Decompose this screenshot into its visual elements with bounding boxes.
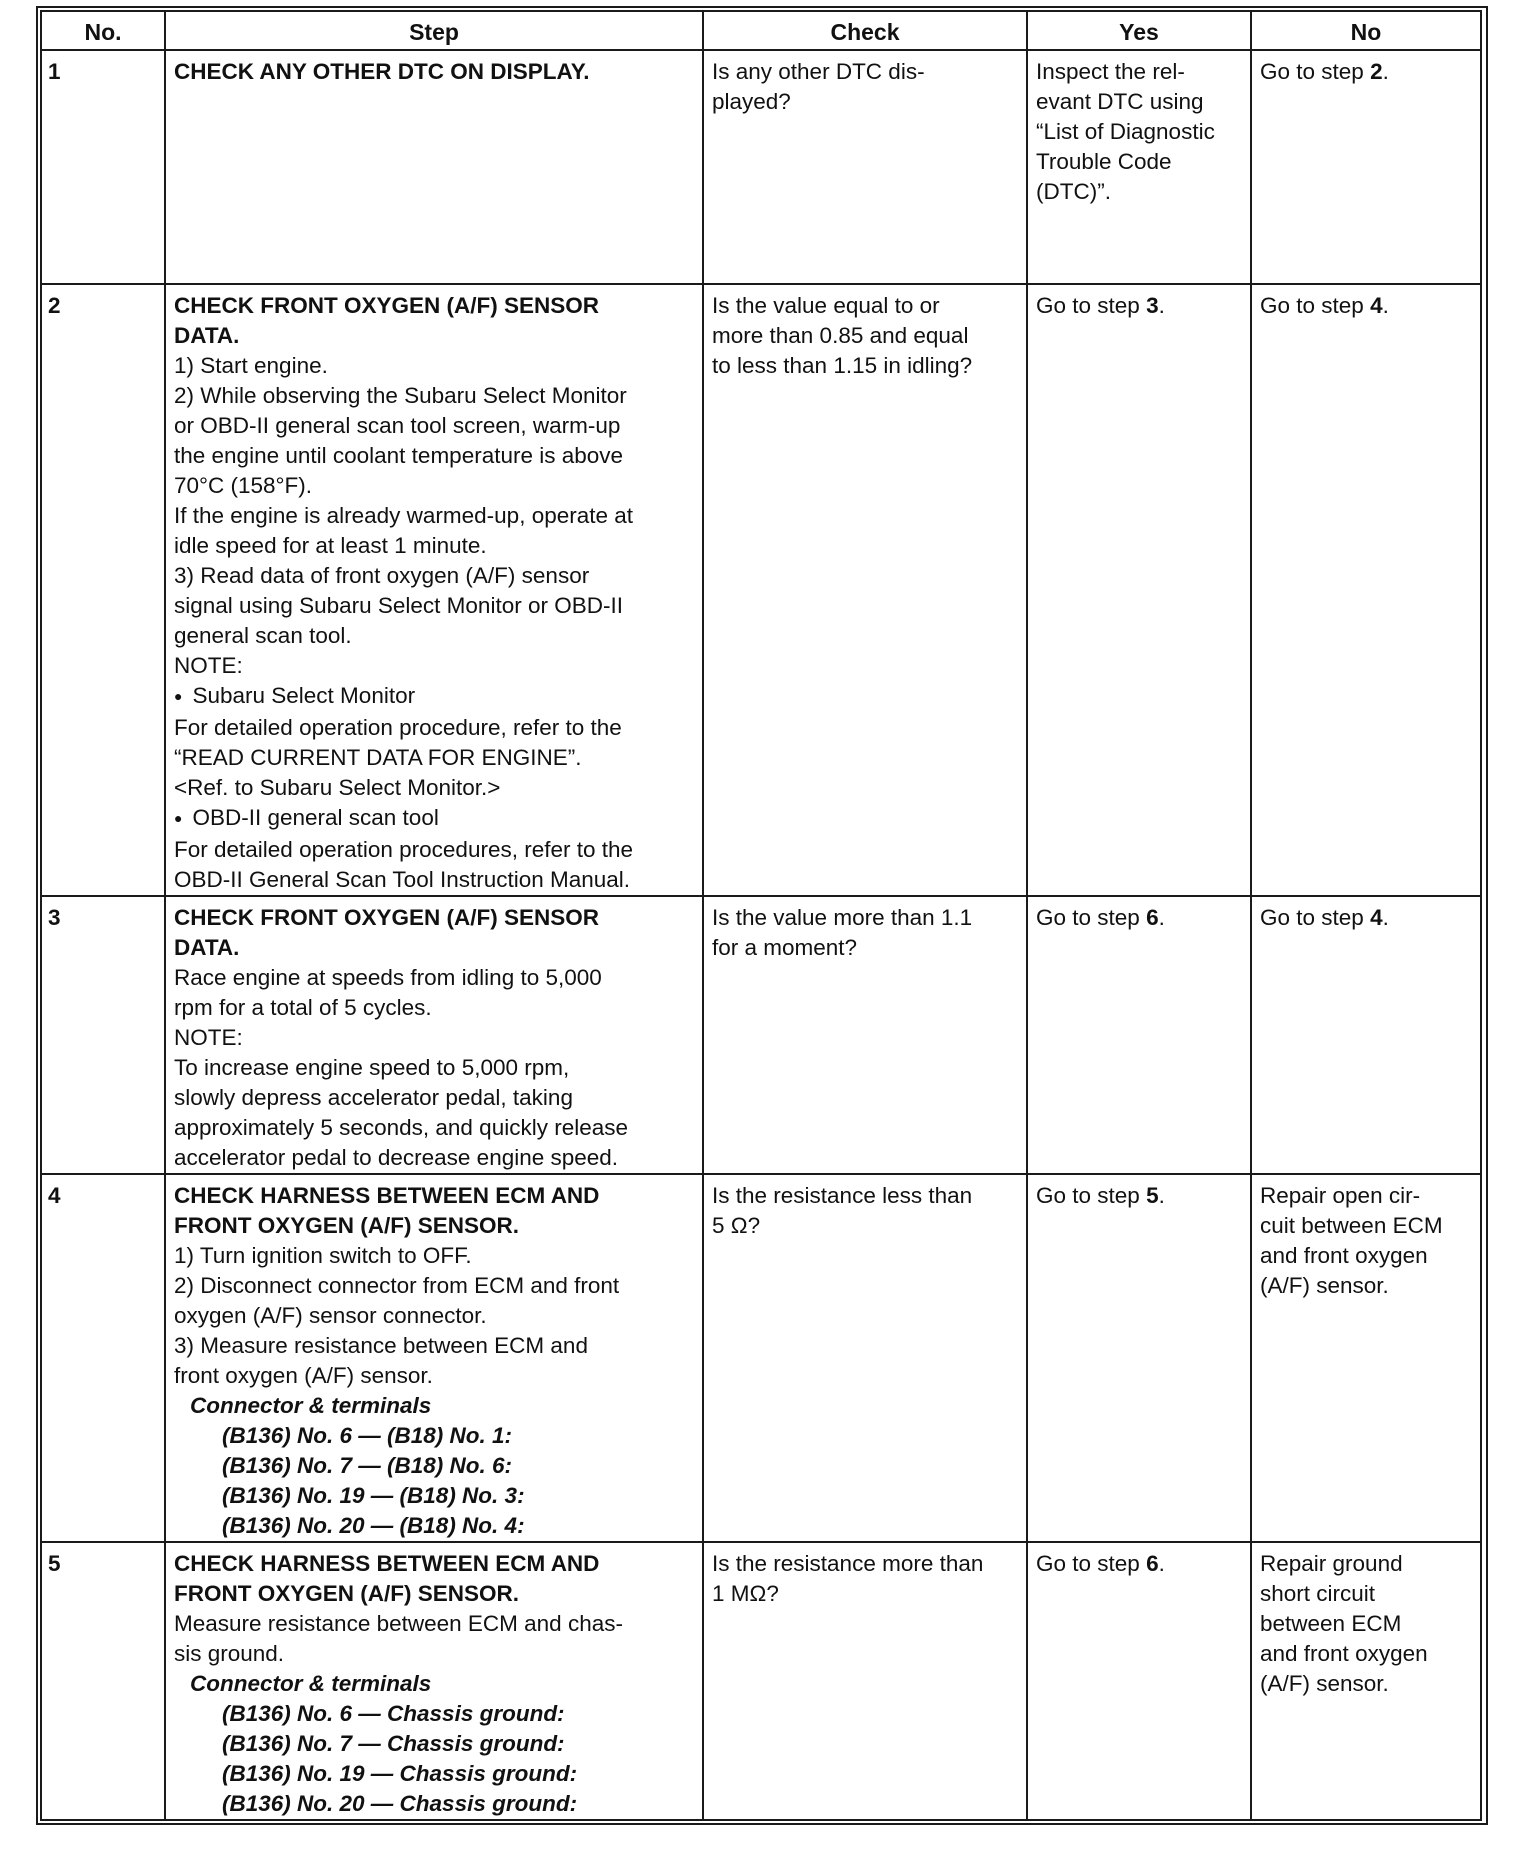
header-yes: Yes	[1027, 11, 1251, 50]
step-text-line: For detailed operation procedure, refer to the	[174, 715, 622, 740]
goto-prefix: Go to step	[1036, 1183, 1147, 1208]
connector-line: Connector & terminals	[190, 1671, 432, 1696]
header-step: Step	[165, 11, 703, 50]
goto-suffix: .	[1158, 293, 1165, 318]
step-heading-line: CHECK HARNESS BETWEEN ECM AND	[174, 1183, 600, 1208]
table-row	[41, 284, 1481, 896]
cell-check	[703, 1174, 1027, 1542]
cell-yes	[1027, 284, 1251, 896]
goto-suffix: .	[1382, 905, 1389, 930]
cell-line: cuit between ECM	[1260, 1213, 1443, 1238]
goto-suffix: .	[1158, 905, 1165, 930]
cell-check	[703, 1542, 1027, 1820]
cell-line: Is any other DTC dis-	[712, 59, 925, 84]
connector-line: (B136) No. 20 — Chassis ground:	[222, 1791, 578, 1816]
goto-suffix: .	[1382, 59, 1389, 84]
cell-no	[1251, 284, 1481, 896]
cell-yes	[1027, 1542, 1251, 1820]
step-heading-line: DATA.	[174, 935, 240, 960]
goto-step-line	[1036, 903, 1242, 933]
cell-line: more than 0.85 and equal	[712, 323, 969, 348]
step-text-line: or OBD-II general scan tool screen, warm-up	[174, 413, 621, 438]
step-text-line: rpm for a total of 5 cycles.	[174, 995, 432, 1020]
step-text-line: sis ground.	[174, 1641, 285, 1666]
step-heading-line: CHECK HARNESS BETWEEN ECM AND	[174, 1551, 600, 1576]
goto-prefix: Go to step	[1036, 1551, 1147, 1576]
table-row	[41, 50, 1481, 284]
goto-suffix: .	[1158, 1551, 1165, 1576]
cell-line: between ECM	[1260, 1611, 1402, 1636]
cell-line: Inspect the rel-	[1036, 59, 1185, 84]
connector-line: (B136) No. 6 — (B18) No. 1:	[222, 1423, 513, 1448]
step-text-line: accelerator pedal to decrease engine speed.	[174, 1145, 619, 1170]
goto-suffix: .	[1382, 293, 1389, 318]
cell-line: and front oxygen	[1260, 1243, 1428, 1268]
cell-no	[1251, 1542, 1481, 1820]
step-text-line: 3) Measure resistance between ECM and	[174, 1333, 588, 1358]
goto-step-line	[1260, 903, 1472, 933]
step-text-line: oxygen (A/F) sensor connector.	[174, 1303, 487, 1328]
cell-no	[1251, 1174, 1481, 1542]
goto-step-number: 2	[1370, 59, 1383, 84]
step-text-line: 70°C (158°F).	[174, 473, 313, 498]
goto-step-number: 3	[1146, 293, 1159, 318]
cell-line: short circuit	[1260, 1581, 1376, 1606]
cell-line: to less than 1.15 in idling?	[712, 353, 973, 378]
cell-check	[703, 896, 1027, 1174]
goto-step-line	[1260, 57, 1472, 87]
connector-line: (B136) No. 20 — (B18) No. 4:	[222, 1513, 525, 1538]
step-heading-line: CHECK ANY OTHER DTC ON DISPLAY.	[174, 59, 590, 84]
header-no-result: No	[1251, 11, 1481, 50]
step-text-line: If the engine is already warmed-up, operate at	[174, 503, 634, 528]
step-heading-line: CHECK FRONT OXYGEN (A/F) SENSOR	[174, 905, 600, 930]
connector-line: (B136) No. 19 — Chassis ground:	[222, 1761, 578, 1786]
goto-prefix: Go to step	[1260, 293, 1371, 318]
cell-line: for a moment?	[712, 935, 858, 960]
step-text-line: 1) Start engine.	[174, 353, 328, 378]
goto-step-number: 6	[1146, 905, 1159, 930]
step-text-line: approximately 5 seconds, and quickly release	[174, 1115, 628, 1140]
goto-prefix: Go to step	[1036, 293, 1147, 318]
cell-line: Repair open cir-	[1260, 1183, 1421, 1208]
cell-line: Is the resistance less than	[712, 1183, 973, 1208]
cell-line: Repair ground	[1260, 1551, 1403, 1576]
step-text-line: the engine until coolant temperature is above	[174, 443, 624, 468]
step-text-line: front oxygen (A/F) sensor.	[174, 1363, 433, 1388]
cell-yes	[1027, 50, 1251, 284]
cell-line: (A/F) sensor.	[1260, 1273, 1389, 1298]
cell-step	[165, 1542, 703, 1820]
goto-step-number: 4	[1370, 293, 1383, 318]
table-row	[41, 1542, 1481, 1820]
cell-step	[165, 896, 703, 1174]
step-text-line: signal using Subaru Select Monitor or OBD-II	[174, 593, 623, 618]
cell-line: “List of Diagnostic	[1036, 119, 1215, 144]
cell-yes	[1027, 1174, 1251, 1542]
cell-line: Is the value equal to or	[712, 293, 940, 318]
cell-yes	[1027, 896, 1251, 1174]
step-text-line: slowly depress accelerator pedal, taking	[174, 1085, 573, 1110]
connector-line: (B136) No. 19 — (B18) No. 3:	[222, 1483, 525, 1508]
diagnostic-procedure-table	[40, 10, 1482, 1821]
connector-line: (B136) No. 6 — Chassis ground:	[222, 1701, 565, 1726]
step-text-line: For detailed operation procedures, refer to the	[174, 837, 634, 862]
goto-step-number: 4	[1370, 905, 1383, 930]
goto-step-number: 5	[1146, 1183, 1159, 1208]
cell-step-number: 3	[41, 896, 165, 1174]
step-text-line: “READ CURRENT DATA FOR ENGINE”.	[174, 745, 582, 770]
step-text-line: OBD-II General Scan Tool Instruction Manual.	[174, 867, 631, 892]
goto-step-line	[1036, 1181, 1242, 1211]
cell-line: played?	[712, 89, 791, 114]
cell-line: Is the value more than 1.1	[712, 905, 973, 930]
cell-check	[703, 284, 1027, 896]
goto-step-number: 6	[1146, 1551, 1159, 1576]
goto-step-line	[1036, 291, 1242, 321]
header-row	[41, 11, 1481, 50]
cell-no	[1251, 50, 1481, 284]
header-no: No.	[41, 11, 165, 50]
step-heading-line: DATA.	[174, 323, 240, 348]
goto-step-line	[1036, 1549, 1242, 1579]
goto-prefix: Go to step	[1036, 905, 1147, 930]
cell-step	[165, 284, 703, 896]
goto-prefix: Go to step	[1260, 59, 1371, 84]
connector-line: (B136) No. 7 — Chassis ground:	[222, 1731, 565, 1756]
cell-line: and front oxygen	[1260, 1641, 1428, 1666]
connector-line: Connector & terminals	[190, 1393, 432, 1418]
step-text-line: 2) While observing the Subaru Select Monitor	[174, 383, 627, 408]
cell-line: 1 MΩ?	[712, 1581, 779, 1606]
goto-step-line	[1260, 291, 1472, 321]
connector-line: (B136) No. 7 — (B18) No. 6:	[222, 1453, 513, 1478]
step-text-line: Measure resistance between ECM and chas-	[174, 1611, 623, 1636]
step-heading-line: FRONT OXYGEN (A/F) SENSOR.	[174, 1213, 520, 1238]
goto-suffix: .	[1158, 1183, 1165, 1208]
step-text-line: <Ref. to Subaru Select Monitor.>	[174, 775, 501, 800]
step-heading-line: FRONT OXYGEN (A/F) SENSOR.	[174, 1581, 520, 1606]
cell-step-number: 2	[41, 284, 165, 896]
cell-line: 5 Ω?	[712, 1213, 761, 1238]
step-text-line: 1) Turn ignition switch to OFF.	[174, 1243, 472, 1268]
cell-no	[1251, 896, 1481, 1174]
bullet-line: ● Subaru Select Monitor	[174, 681, 694, 713]
step-text-line: idle speed for at least 1 minute.	[174, 533, 487, 558]
step-heading-line: CHECK FRONT OXYGEN (A/F) SENSOR	[174, 293, 600, 318]
step-text-line: general scan tool.	[174, 623, 352, 648]
cell-line: evant DTC using	[1036, 89, 1204, 114]
cell-step-number: 5	[41, 1542, 165, 1820]
cell-line: Is the resistance more than	[712, 1551, 984, 1576]
table-row	[41, 896, 1481, 1174]
cell-step	[165, 50, 703, 284]
table-row	[41, 1174, 1481, 1542]
cell-step-number: 1	[41, 50, 165, 284]
cell-step-number: 4	[41, 1174, 165, 1542]
step-text-line: NOTE:	[174, 653, 243, 678]
step-text-line: 2) Disconnect connector from ECM and front	[174, 1273, 620, 1298]
step-text-line: Race engine at speeds from idling to 5,000	[174, 965, 602, 990]
step-text-line: To increase engine speed to 5,000 rpm,	[174, 1055, 570, 1080]
diagnostic-table-sheet	[40, 10, 1480, 1821]
cell-check	[703, 50, 1027, 284]
cell-line: (DTC)”.	[1036, 179, 1111, 204]
bullet-line: ● OBD-II general scan tool	[174, 803, 694, 835]
cell-step	[165, 1174, 703, 1542]
step-text-line: NOTE:	[174, 1025, 243, 1050]
cell-line: Trouble Code	[1036, 149, 1172, 174]
goto-prefix: Go to step	[1260, 905, 1371, 930]
step-text-line: 3) Read data of front oxygen (A/F) sensor	[174, 563, 590, 588]
header-check: Check	[703, 11, 1027, 50]
cell-line: (A/F) sensor.	[1260, 1671, 1389, 1696]
